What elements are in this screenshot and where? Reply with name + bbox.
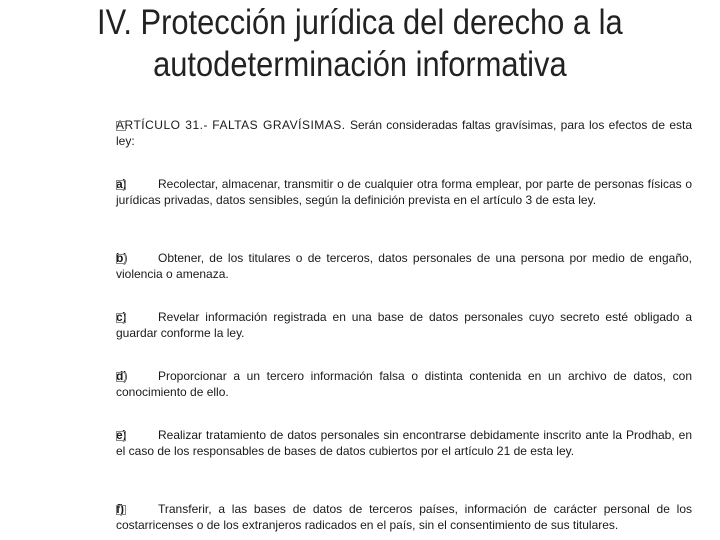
item-letter: c): [116, 310, 127, 324]
item-letter: e): [116, 428, 127, 442]
item-text: Proporcionar a un tercero información falsa o distinta contenida en un archivo de datos, con conocimiento de ello.: [116, 369, 692, 399]
article-intro-text: Serán consideradas faltas gravísimas, para los efectos de esta ley:: [116, 118, 693, 148]
item-text: Recolectar, almacenar, transmitir o de cualquier otra forma emplear, por parte de personas físicas o jurídicas privadas, datos sensibles, según la definición prevista en el artículo 3 de esta ley.: [116, 177, 692, 207]
list-item: [116, 502, 692, 533]
bullet-box-icon: [116, 254, 126, 264]
item-letter: b): [116, 251, 128, 265]
list-item: [116, 428, 692, 459]
list-item: [116, 251, 692, 282]
bullet-box-icon: [116, 505, 126, 515]
bullet-box-icon: [116, 372, 126, 382]
item-letter: f): [116, 502, 124, 516]
item-text: Revelar información registrada en una base de datos personales cuyo secreto esté obligado a guardar conforme la ley.: [116, 310, 692, 340]
bullet-box-icon: [116, 180, 126, 190]
slide-title: IV. Protección jurídica del derecho a la autodeterminación informativa: [97, 3, 623, 84]
article-name: FALTAS GRAVÍSIMAS.: [212, 118, 346, 132]
bullet-box-icon: [116, 313, 126, 323]
bullet-box-icon: [116, 121, 126, 131]
item-text: Realizar tratamiento de datos personales sin encontrarse debidamente inscrito ante la Prodhab, en el caso de los responsables de bases de datos cubiertos por el artículo 21 de esta ley.: [116, 428, 692, 458]
list-item: [116, 369, 692, 400]
item-text: Obtener, de los titulares o de terceros, datos personales de una persona por medio de engaño, violencia o amenaza.: [116, 251, 692, 281]
item-text: Transferir, a las bases de datos de terceros países, información de carácter personal de los costarricenses o de los extranjeros radicados en el país, sin el consentimiento de sus titulares.: [116, 502, 692, 532]
item-letter: d): [116, 369, 128, 383]
item-letter: a): [116, 177, 127, 191]
list-item: [116, 310, 692, 341]
article-number: ARTÍCULO 31.-: [116, 118, 208, 132]
list-item: [116, 177, 692, 208]
bullet-box-icon: [116, 431, 126, 441]
article-intro: [116, 118, 692, 149]
